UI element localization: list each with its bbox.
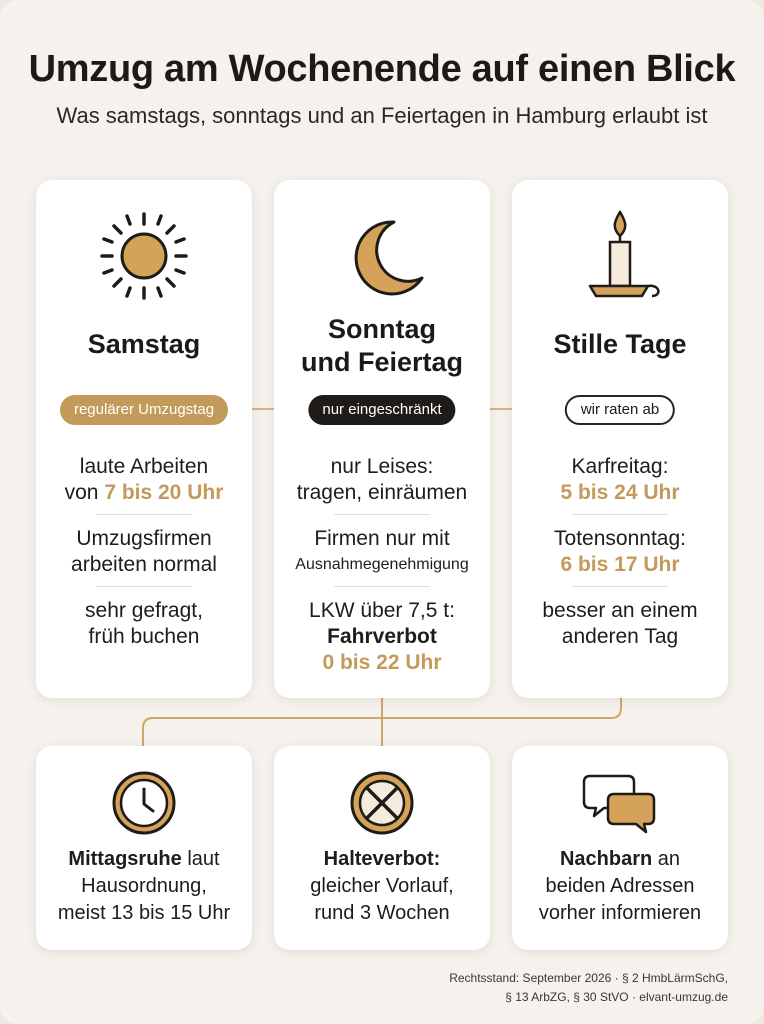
tip-line: gleicher Vorlauf,	[310, 875, 454, 897]
connector-tree	[143, 698, 621, 746]
badge-regular: regulärer Umzugstag	[60, 395, 228, 425]
item-line: tragen, einräumen	[296, 481, 468, 504]
item-line: LKW über 7,5 t:	[309, 599, 455, 622]
card-samstag	[36, 180, 252, 698]
item-line: anderen Tag	[561, 625, 679, 648]
item-firmen	[274, 526, 490, 578]
footer-line: Rechtsstand: September 2026 · § 2 HmbLärmSchG,	[449, 971, 728, 985]
divider	[96, 586, 192, 587]
divider	[334, 514, 430, 515]
card-sonntag-feiertag	[274, 180, 490, 698]
sun-icon	[36, 208, 252, 304]
item-karfreitag	[512, 454, 728, 506]
tip-line: vorher informieren	[538, 902, 702, 924]
tip-keyword: Nachbarn	[559, 848, 653, 870]
tip-text	[36, 846, 252, 927]
item-line: besser an einem	[542, 599, 698, 622]
time-highlight: 5 bis 24 Uhr	[560, 481, 680, 504]
badge-advise-against: wir raten ab	[565, 395, 675, 425]
page-subtitle: Was samstags, sonntags und an Feiertagen in Hamburg erlaubt ist	[56, 103, 708, 128]
item-anderer-tag	[512, 598, 728, 650]
item-text: von	[64, 481, 105, 504]
item-umzugsfirmen	[36, 526, 252, 578]
tip-line: beiden Adressen	[545, 875, 695, 897]
tip-text-part: an	[652, 848, 681, 870]
tip-keyword: Mittagsruhe	[68, 848, 182, 870]
item-line: Umzugsfirmen	[76, 527, 212, 550]
item-gefragt	[36, 598, 252, 650]
card-title-samstag: Samstag	[87, 329, 201, 359]
item-totensonntag	[512, 526, 728, 578]
item-line: Totensonntag:	[554, 527, 686, 550]
badge-restricted: nur eingeschränkt	[308, 395, 455, 425]
card-stille-tage	[512, 180, 728, 698]
tip-line: rund 3 Wochen	[314, 902, 450, 924]
tip-text	[512, 846, 728, 927]
item-line: früh buchen	[88, 625, 200, 648]
divider	[96, 514, 192, 515]
item-line: sehr gefragt,	[85, 599, 203, 622]
moon-icon	[274, 208, 490, 304]
item-line: Ausnahmegenehmigung	[295, 556, 469, 573]
tip-line	[512, 846, 728, 873]
footer-line: § 13 ArbZG, § 30 StVO · elvant-umzug.de	[505, 990, 728, 1004]
speech-bubbles-icon	[512, 768, 728, 838]
divider	[572, 514, 668, 515]
time-highlight: 6 bis 17 Uhr	[560, 553, 680, 576]
no-stopping-sign-icon	[274, 768, 490, 838]
footer-legal-note	[449, 969, 728, 1007]
page-title: Umzug am Wochenende auf einen Blick	[28, 48, 736, 90]
tip-halteverbot	[274, 746, 490, 950]
item-line: Karfreitag:	[571, 455, 669, 478]
tip-text-part: laut	[181, 848, 220, 870]
divider	[572, 586, 668, 587]
tip-mittagsruhe	[36, 746, 252, 950]
item-nur-leises	[274, 454, 490, 506]
item-line: Firmen nur mit	[314, 527, 450, 550]
tip-nachbarn	[512, 746, 728, 950]
time-highlight: 0 bis 22 Uhr	[322, 651, 442, 674]
time-highlight: 7 bis 20 Uhr	[104, 481, 224, 504]
item-line: Fahrverbot	[327, 625, 437, 648]
tip-keyword: Halteverbot:	[323, 848, 441, 870]
item-line	[36, 480, 252, 506]
item-lkw	[274, 598, 490, 676]
divider	[334, 586, 430, 587]
tip-line	[36, 846, 252, 873]
card-title-stille-tage: Stille Tage	[553, 329, 687, 359]
title-line: Sonntag	[328, 314, 436, 344]
title-line: und Feiertag	[300, 347, 463, 377]
tip-line: meist 13 bis 15 Uhr	[57, 902, 231, 924]
tip-line: Hausordnung,	[81, 875, 207, 897]
candle-icon	[512, 208, 728, 304]
item-line: laute Arbeiten	[79, 455, 209, 478]
item-line: nur Leises:	[330, 455, 434, 478]
tip-text	[274, 846, 490, 927]
item-line: arbeiten normal	[71, 553, 217, 576]
item-laute-arbeiten	[36, 454, 252, 506]
card-title-sonntag	[274, 313, 490, 379]
clock-icon	[36, 768, 252, 838]
